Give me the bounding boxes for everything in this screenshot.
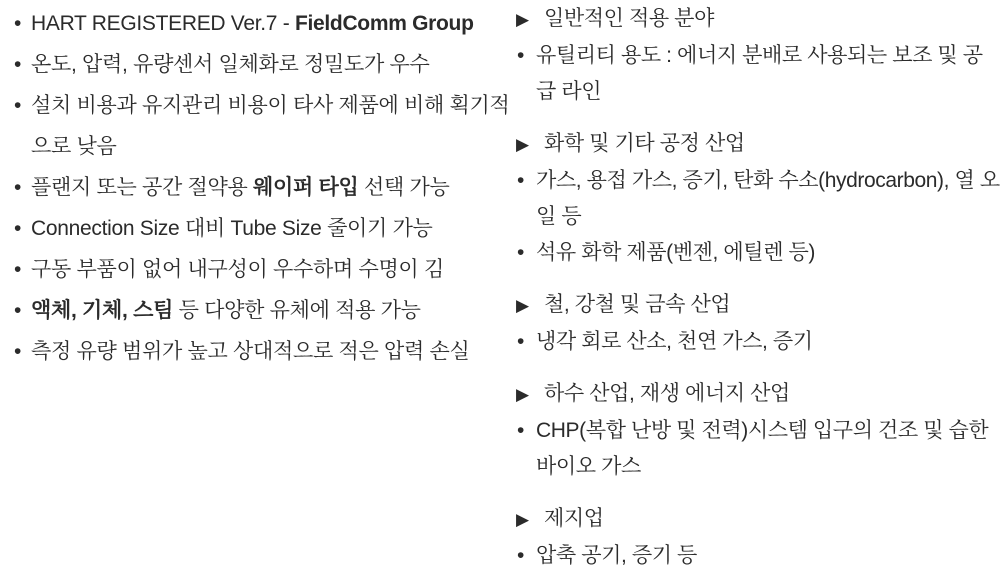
feature-text: 선택 가능 [358, 176, 450, 199]
arrow-right-icon: ▶ [516, 296, 529, 315]
application-section [516, 126, 1001, 271]
application-section [516, 376, 1001, 485]
section-header [516, 376, 1001, 413]
feature-text: 측정 유량 범위가 높고 상대적으로 적은 압력 손실 [31, 340, 470, 363]
bullet-icon: • [14, 299, 22, 322]
bullet-icon: • [14, 340, 22, 363]
feature-item [14, 3, 511, 44]
feature-text: 구동 부품이 없어 내구성이 우수하며 수명이 김 [31, 258, 444, 281]
application-section [516, 1, 1001, 110]
arrow-right-icon: ▶ [516, 385, 529, 404]
application-item [516, 38, 1001, 110]
bullet-icon: • [14, 176, 22, 199]
arrow-right-icon: ▶ [516, 135, 529, 154]
feature-item [14, 167, 511, 208]
feature-item [14, 85, 511, 167]
feature-text: 설치 비용과 유지관리 비용이 타사 제품에 비해 획기적으로 낮음 [31, 94, 510, 158]
application-section [516, 287, 1001, 360]
feature-text-emphasis: FieldComm Group [294, 12, 474, 35]
bullet-icon: • [14, 53, 22, 76]
application-item-text: 압축 공기, 증기 등 [536, 544, 697, 567]
application-item [516, 235, 1001, 271]
bullet-icon: • [14, 217, 22, 240]
bullet-icon: • [517, 544, 524, 567]
bullet-icon: • [517, 169, 524, 192]
bullet-icon: • [517, 330, 524, 353]
section-header-text: 제지업 [544, 507, 604, 530]
section-header [516, 287, 1001, 324]
bullet-icon: • [14, 258, 22, 281]
bullet-icon: • [517, 44, 524, 67]
application-item [516, 413, 1001, 485]
application-item-text: CHP(복합 난방 및 전력)시스템 입구의 건조 및 습한 바이오 가스 [536, 419, 989, 478]
feature-item [14, 290, 511, 331]
feature-item [14, 44, 511, 85]
feature-item [14, 208, 511, 249]
feature-text-emphasis: 액체, 기체, 스팀 [31, 299, 174, 322]
application-item [516, 324, 1001, 360]
feature-text: 온도, 압력, 유량센서 일체화로 정밀도가 우수 [31, 53, 430, 76]
bullet-icon: • [14, 12, 22, 35]
feature-text: 플랜지 또는 공간 절약용 [31, 176, 253, 199]
bullet-icon: • [14, 94, 22, 117]
section-header-text: 화학 및 기타 공정 산업 [544, 132, 745, 155]
applications-column [516, 1, 1001, 574]
application-section [516, 501, 1001, 574]
application-item-text: 가스, 용접 가스, 증기, 탄화 수소(hydrocarbon), 열 오일 등 [536, 169, 1000, 228]
application-item-text: 유틸리티 용도 : 에너지 분배로 사용되는 보조 및 공급 라인 [536, 44, 983, 103]
section-header [516, 501, 1001, 538]
feature-item [14, 249, 511, 290]
arrow-right-icon: ▶ [516, 10, 529, 29]
section-header-text: 일반적인 적용 분야 [544, 7, 714, 30]
feature-text: Connection Size 대비 Tube Size 줄이기 가능 [31, 217, 433, 240]
feature-text: 등 다양한 유체에 적용 가능 [173, 299, 421, 322]
features-column [14, 3, 511, 372]
arrow-right-icon: ▶ [516, 510, 529, 529]
application-item-text: 석유 화학 제품(벤젠, 에틸렌 등) [536, 241, 815, 264]
section-header-text: 철, 강철 및 금속 산업 [544, 293, 731, 316]
bullet-icon: • [517, 241, 524, 264]
feature-text: HART REGISTERED Ver.7 - [31, 12, 295, 35]
application-item-text: 냉각 회로 산소, 천연 가스, 증기 [536, 330, 813, 353]
section-header [516, 126, 1001, 163]
application-item [516, 163, 1001, 235]
section-header [516, 1, 1001, 38]
section-header-text: 하수 산업, 재생 에너지 산업 [544, 382, 790, 405]
bullet-icon: • [517, 419, 524, 442]
feature-text-emphasis: 웨이퍼 타입 [253, 176, 359, 199]
feature-item [14, 331, 511, 372]
